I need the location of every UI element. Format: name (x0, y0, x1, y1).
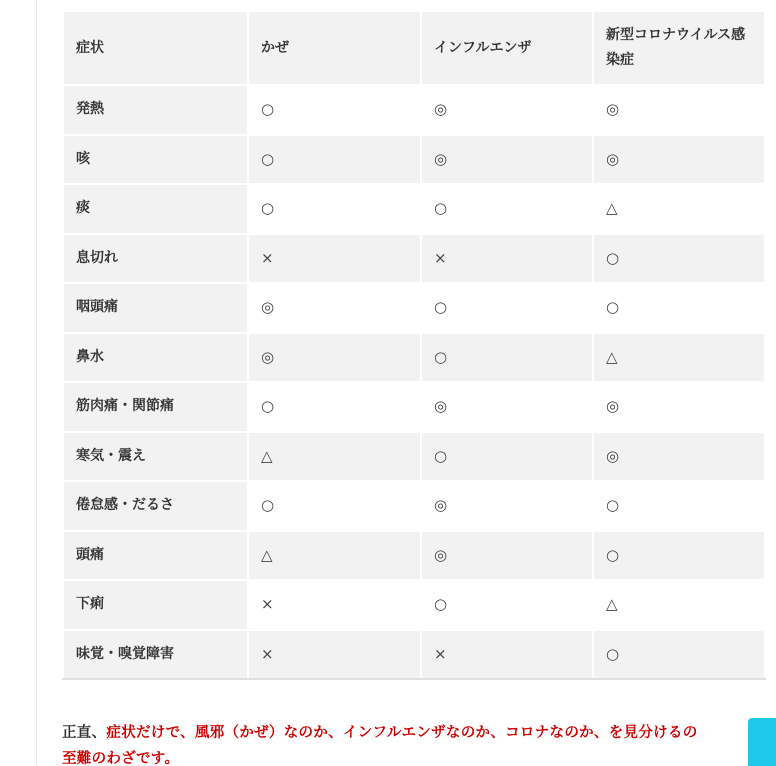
symptom-mark-cell: × (248, 234, 421, 284)
symptom-name-cell: 息切れ (63, 234, 248, 284)
symptom-comparison-table (62, 10, 766, 680)
symptom-mark-cell: ◎ (593, 382, 765, 432)
symptom-mark-cell: ◎ (593, 85, 765, 135)
table-row (63, 580, 765, 630)
symptom-mark-cell: △ (593, 333, 765, 383)
table-row (63, 283, 765, 333)
header-influenza: インフルエンザ (421, 11, 593, 85)
table-row (63, 234, 765, 284)
table-row (63, 432, 765, 482)
symptom-mark-cell: ○ (248, 382, 421, 432)
table-row (63, 630, 765, 680)
symptom-mark-cell: ◎ (421, 481, 593, 531)
symptom-mark-cell: ◎ (593, 135, 765, 185)
symptom-mark-cell: △ (248, 531, 421, 581)
symptom-mark-cell: ◎ (421, 135, 593, 185)
scroll-to-top-button[interactable] (748, 718, 776, 766)
table-row (63, 531, 765, 581)
symptom-mark-cell: ○ (248, 184, 421, 234)
symptom-name-cell: 寒気・震え (63, 432, 248, 482)
symptom-mark-cell: ○ (421, 283, 593, 333)
symptom-mark-cell: ○ (593, 234, 765, 284)
header-covid19: 新型コロナウイルス感染症 (593, 11, 765, 85)
content-left-border (36, 0, 37, 766)
symptom-name-cell: 咳 (63, 135, 248, 185)
symptom-name-cell: 発熱 (63, 85, 248, 135)
symptom-mark-cell: ○ (421, 184, 593, 234)
note-intro: 正直、 (62, 725, 107, 741)
table-row (63, 382, 765, 432)
table-row (63, 481, 765, 531)
symptom-mark-cell: ○ (593, 531, 765, 581)
symptom-mark-cell: ◎ (593, 432, 765, 482)
symptom-mark-cell: ○ (248, 481, 421, 531)
symptom-mark-cell: ◎ (248, 333, 421, 383)
conclusion-text (62, 720, 762, 766)
symptom-mark-cell: × (421, 630, 593, 680)
symptom-mark-cell: × (421, 234, 593, 284)
symptom-mark-cell: × (248, 630, 421, 680)
symptom-name-cell: 筋肉痛・関節痛 (63, 382, 248, 432)
symptom-name-cell: 頭痛 (63, 531, 248, 581)
symptom-mark-cell: △ (248, 432, 421, 482)
symptom-mark-cell: ○ (593, 630, 765, 680)
symptom-mark-cell: ◎ (421, 85, 593, 135)
symptom-name-cell: 鼻水 (63, 333, 248, 383)
header-symptom: 症状 (63, 11, 248, 85)
symptom-mark-cell: ○ (593, 283, 765, 333)
note-highlight: 症状だけで、風邪（かぜ）なのか、インフルエンザなのか、コロナなのか、を見分けるの (106, 725, 698, 741)
symptom-name-cell: 痰 (63, 184, 248, 234)
symptom-name-cell: 下痢 (63, 580, 248, 630)
table-header-row (63, 11, 765, 85)
symptom-name-cell: 味覚・嗅覚障害 (63, 630, 248, 680)
symptom-mark-cell: ○ (421, 580, 593, 630)
symptom-mark-cell: ○ (421, 333, 593, 383)
symptom-name-cell: 倦怠感・だるさ (63, 481, 248, 531)
symptom-mark-cell: ○ (248, 135, 421, 185)
table-row (63, 184, 765, 234)
symptom-mark-cell: ○ (593, 481, 765, 531)
table-body (63, 85, 765, 679)
note-line2: 至難のわざです。 (62, 751, 180, 766)
symptom-mark-cell: ◎ (421, 382, 593, 432)
table-row (63, 135, 765, 185)
table-row (63, 333, 765, 383)
symptom-mark-cell: △ (593, 580, 765, 630)
header-cold: かぜ (248, 11, 421, 85)
symptom-mark-cell: △ (593, 184, 765, 234)
symptom-mark-cell: ○ (421, 432, 593, 482)
symptom-name-cell: 咽頭痛 (63, 283, 248, 333)
symptom-mark-cell: ◎ (421, 531, 593, 581)
symptom-mark-cell: ○ (248, 85, 421, 135)
symptom-mark-cell: × (248, 580, 421, 630)
table-row (63, 85, 765, 135)
symptom-mark-cell: ◎ (248, 283, 421, 333)
